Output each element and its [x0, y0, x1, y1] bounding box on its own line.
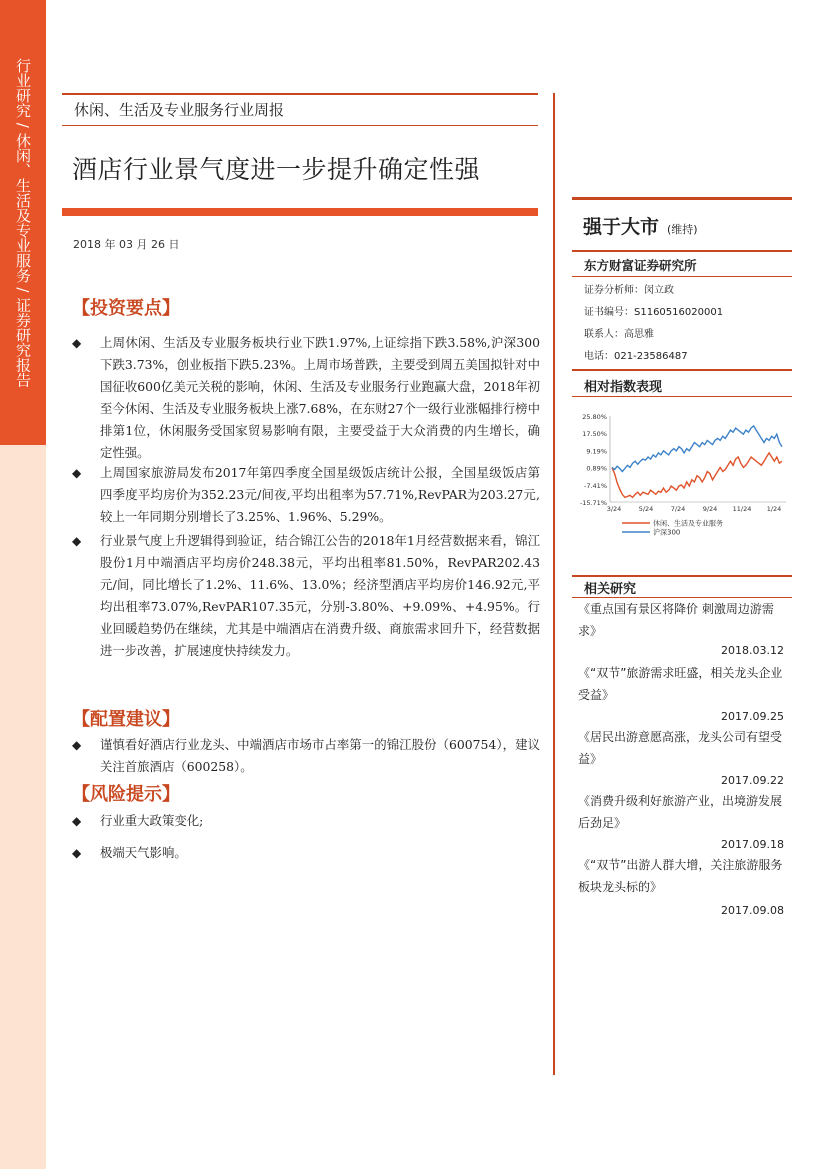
column-divider: [553, 93, 555, 1075]
chart-heading: 相对指数表现: [584, 380, 663, 395]
phone: 电话：021-23586487: [584, 351, 688, 362]
rating-note: (维持): [667, 223, 698, 236]
research-date-5: 2017.09.08: [721, 904, 784, 917]
research-item-2[interactable]: 《“双节”旅游需求旺盛，相关龙头企业受益》: [578, 666, 783, 702]
sidebar: [0, 0, 46, 1169]
title-accent-bar: [62, 208, 538, 216]
diamond-bullet-icon: ◆: [72, 738, 82, 752]
y-tick-label: -15.71%: [579, 499, 607, 507]
rating-bottom-rule: [572, 250, 792, 252]
config-heading: 【配置建议】: [72, 709, 180, 730]
relative-index-chart: [574, 408, 792, 550]
risk-bullet-2: ◆ 极端天气影响。: [72, 842, 540, 864]
legend-label: 休闲、生活及专业服务: [653, 519, 723, 528]
rating-top-rule: [572, 197, 792, 200]
header-sub-rule: [62, 125, 538, 126]
y-tick-label: -7.41%: [584, 481, 607, 490]
investment-heading: 【投资要点】: [72, 298, 180, 319]
series-line-2: [612, 426, 782, 472]
research-top-rule: [572, 575, 792, 577]
report-subtitle: 休闲、生活及专业服务行业周报: [74, 101, 285, 119]
diamond-bullet-icon: ◆: [72, 814, 82, 828]
research-item-3[interactable]: 《居民出游意愿高涨，龙头公司有望受益》: [578, 730, 783, 766]
investment-bullet-3: ◆ 行业景气度上升逻辑得到验证，结合锦江公告的2018年1月经营数据来看，锦江股份1月中端酒店平均房价248.38元，平均出租率81.50%，RevPAR202.43元/间，同比增长了1.2%、11.6%、13.0%；经济型酒店平均房价146.92元,平均出租率73.07%,RevPAR107.35元，分别-3.80%、+9.09%、+4.95%。行业回暖趋势仍在继续，尤其是中端酒店在消费升级、商旅需求回升下，经营数据进一步改善，扩展速度快持续发力。: [72, 530, 540, 662]
chart-top-rule: [572, 369, 792, 371]
x-tick-label: 11/24: [732, 505, 752, 513]
x-tick-label: 3/24: [606, 505, 622, 513]
report-date: 2018 年 03 月 26 日: [73, 238, 180, 251]
institution-rule: [572, 276, 792, 277]
research-item-4[interactable]: 《消费升级利好旅游产业，出境游发展后劲足》: [578, 794, 783, 830]
x-tick-label: 9/24: [702, 505, 718, 513]
x-tick-label: 7/24: [670, 505, 686, 513]
research-date-1: 2018.03.12: [721, 644, 784, 657]
y-tick-label: 25.80%: [582, 413, 607, 421]
certificate-number: 证书编号：S1160516020001: [584, 307, 724, 318]
x-tick-label: 5/24: [638, 505, 654, 513]
report-title: 酒店行业景气度进一步提升确定性强: [72, 155, 481, 184]
risk-bullet-1: ◆ 行业重大政策变化;: [72, 810, 540, 832]
diamond-bullet-icon: ◆: [72, 336, 82, 350]
y-tick-label: 0.89%: [586, 464, 607, 473]
research-date-4: 2017.09.18: [721, 838, 784, 851]
sidebar-label: 行业研究 / 休闲、生活及专业服务 / 证券研究报告: [14, 58, 32, 388]
series-line-1: [612, 453, 782, 498]
institution-name: 东方财富证券研究所: [584, 258, 697, 273]
x-tick-label: 1/24: [766, 505, 782, 513]
research-item-1[interactable]: 《重点国有景区将降价 刺激周边游需求》: [578, 602, 774, 638]
research-heading: 相关研究: [584, 582, 637, 597]
research-date-2: 2017.09.25: [721, 710, 784, 723]
risk-heading: 【风险提示】: [72, 784, 180, 805]
legend-label: 沪深300: [653, 528, 681, 537]
contact: 联系人：高思雅: [584, 329, 654, 340]
analyst: 证券分析师：闵立政: [584, 285, 674, 296]
y-tick-label: 9.19%: [586, 447, 607, 456]
rating: [583, 212, 698, 239]
diamond-bullet-icon: ◆: [72, 466, 82, 480]
rating-value: 强于大市: [583, 216, 660, 238]
investment-bullet-2: ◆ 上周国家旅游局发布2017年第四季度全国星级饭店统计公报，全国星级饭店第四季度平均房价为352.23元/间夜,平均出租率为57.71%,RevPAR为203.27元,较上一年同期分别增长了3.25%、1.96%、5.29%。: [72, 462, 540, 528]
header-top-rule: [62, 93, 538, 95]
diamond-bullet-icon: ◆: [72, 534, 82, 548]
investment-bullet-1: ◆ 上周休闲、生活及专业服务板块行业下跌1.97%,上证综指下跌3.58%,沪深300下跌3.73%，创业板指下跌5.23%。上周市场普跌，主要受到周五美国拟针对中国征收600亿美元关税的影响，休闲、生活及专业服务行业跑赢大盘，2018年初至今休闲、生活及专业服务板块上涨7.68%，在东财27个一级行业涨幅排行榜中排第1位，休闲服务受国家贸易影响有限，主要受益于大众消费的内生增长，确定性强。: [72, 332, 540, 464]
config-bullet-1: ◆ 谨慎看好酒店行业龙头、中端酒店市场市占率第一的锦江股份（600754），建议关注首旅酒店（600258）。: [72, 734, 540, 778]
y-tick-label: 17.50%: [582, 430, 607, 439]
research-date-3: 2017.09.22: [721, 774, 784, 787]
diamond-bullet-icon: ◆: [72, 846, 82, 860]
research-item-5[interactable]: 《“双节”出游人群大增，关注旅游服务板块龙头标的》: [578, 858, 783, 894]
chart-heading-rule: [572, 396, 792, 397]
